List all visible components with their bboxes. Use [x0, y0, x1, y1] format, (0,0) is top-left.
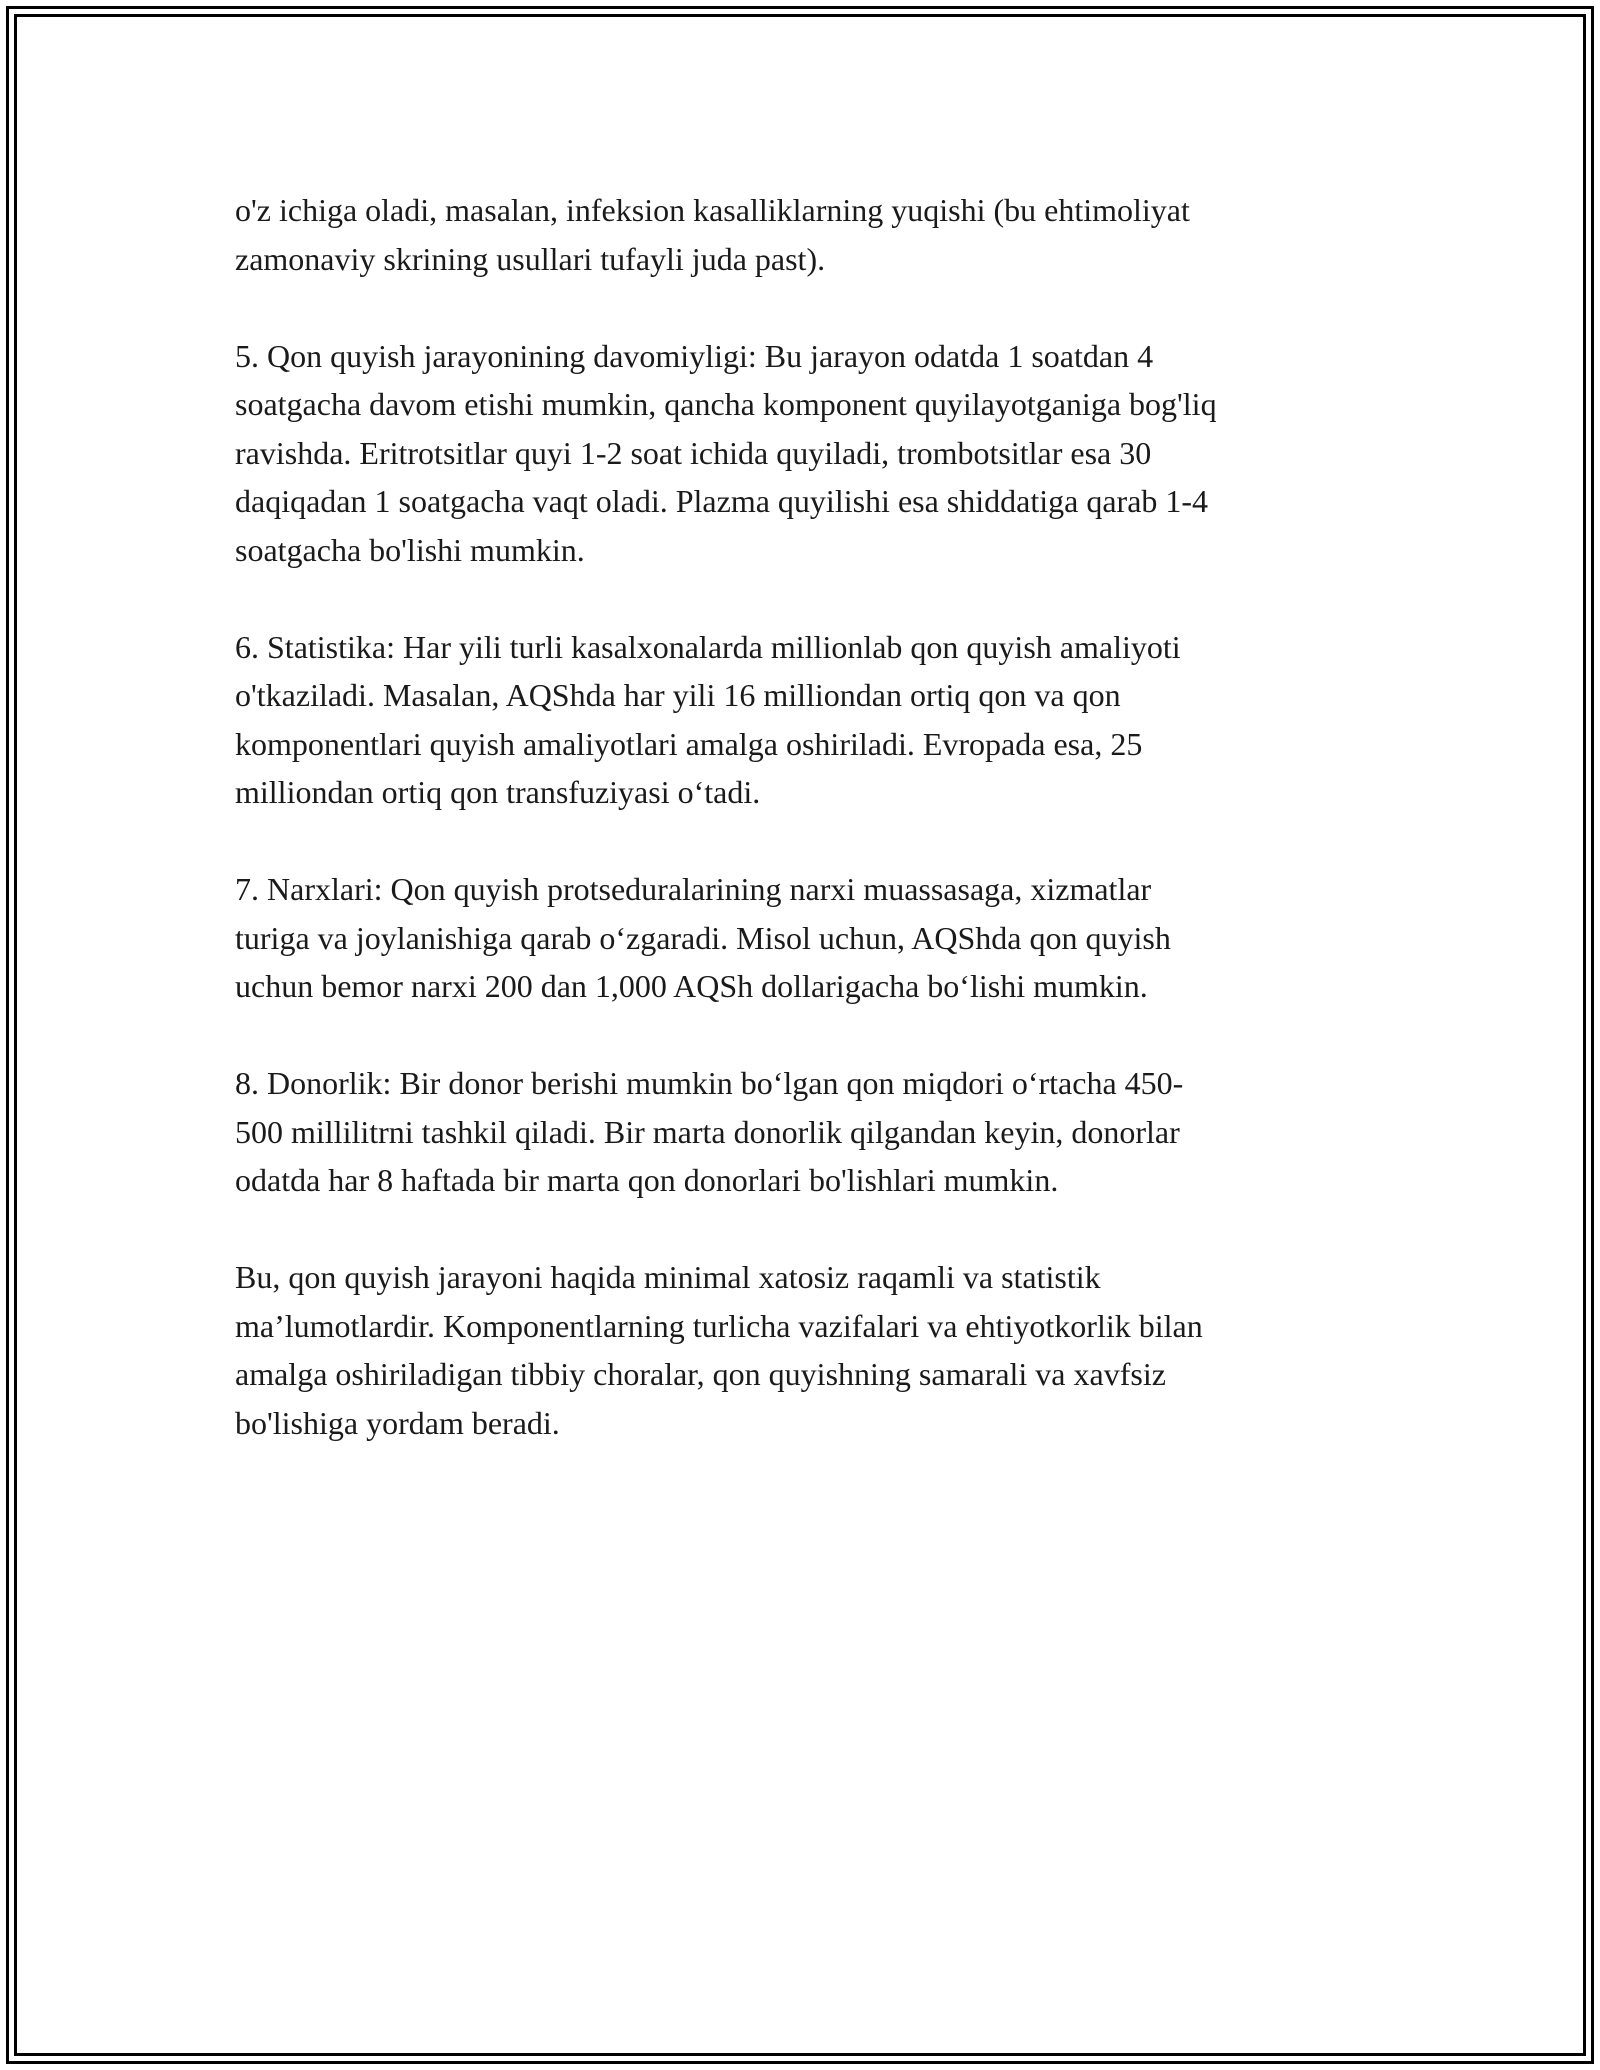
text-line: uchun bemor narxi 200 dan 1,000 AQSh dollarigacha boʻlishi mumkin. [235, 968, 1148, 1004]
text-line: amalga oshiriladigan tibbiy choralar, qon quyishning samarali va xavfsiz [235, 1356, 1166, 1392]
text-line: o'z ichiga oladi, masalan, infeksion kasalliklarning yuqishi (bu ehtimoliyat [235, 192, 1190, 228]
text-line: bo'lishiga yordam beradi. [235, 1404, 560, 1441]
text-line: komponentlari quyish amaliyotlari amalga oshiriladi. Evropada esa, 25 [235, 725, 1143, 762]
text-line: milliondan ortiq qon transfuziyasi oʻtadi. [235, 774, 761, 810]
paragraph-conclusion [235, 1253, 1375, 1447]
paragraph-statistics [235, 623, 1375, 817]
text-line: o'tkaziladi. Masalan, AQShda har yili 16 milliondan ortiq qon va qon [235, 677, 1121, 713]
paragraph-duration [235, 332, 1375, 575]
text-line: 5. Qon quyish jarayonining davomiyligi: Bu jarayon odatda 1 soatdan 4 [235, 337, 1154, 374]
text-line: ma’lumotlardir. Komponentlarning turlicha vazifalari va ehtiyotkorlik bilan [235, 1307, 1203, 1344]
text-line: 7. Narxlari: Qon quyish protseduralarining narxi muassasaga, xizmatlar [235, 871, 1152, 907]
text-line: Bu, qon quyish jarayoni haqida minimal xatosiz raqamli va statistik [235, 1259, 1101, 1295]
text-line: daqiqadan 1 soatgacha vaqt oladi. Plazma quyilishi esa shiddatiga qarab 1-4 [235, 483, 1209, 519]
text-line: turiga va joylanishiga qarab oʻzgaradi. Misol uchun, AQShda qon quyish [235, 919, 1171, 956]
text-line: 500 millilitrni tashkil qiladi. Bir marta donorlik qilgandan keyin, donorlar [235, 1113, 1180, 1150]
text-line: odatda har 8 haftada bir marta qon donorlari bo'lishlari mumkin. [235, 1162, 1059, 1198]
paragraph-continuation [235, 186, 1375, 283]
document-body [235, 186, 1375, 1496]
text-line: ravishda. Eritrotsitlar quyi 1-2 soat ichida quyiladi, trombotsitlar esa 30 [235, 434, 1152, 471]
paragraph-donation [235, 1059, 1375, 1205]
paragraph-prices [235, 865, 1375, 1011]
text-line: zamonaviy skrining usullari tufayli juda past). [235, 240, 826, 277]
text-line: 6. Statistika: Har yili turli kasalxonalarda millionlab qon quyish amaliyoti [235, 628, 1181, 665]
text-line: 8. Donorlik: Bir donor berishi mumkin boʻlgan qon miqdori oʻrtacha 450- [235, 1065, 1184, 1101]
text-line: soatgacha davom etishi mumkin, qancha komponent quyilayotganiga bog'liq [235, 386, 1217, 422]
text-line: soatgacha bo'lishi mumkin. [235, 531, 585, 568]
